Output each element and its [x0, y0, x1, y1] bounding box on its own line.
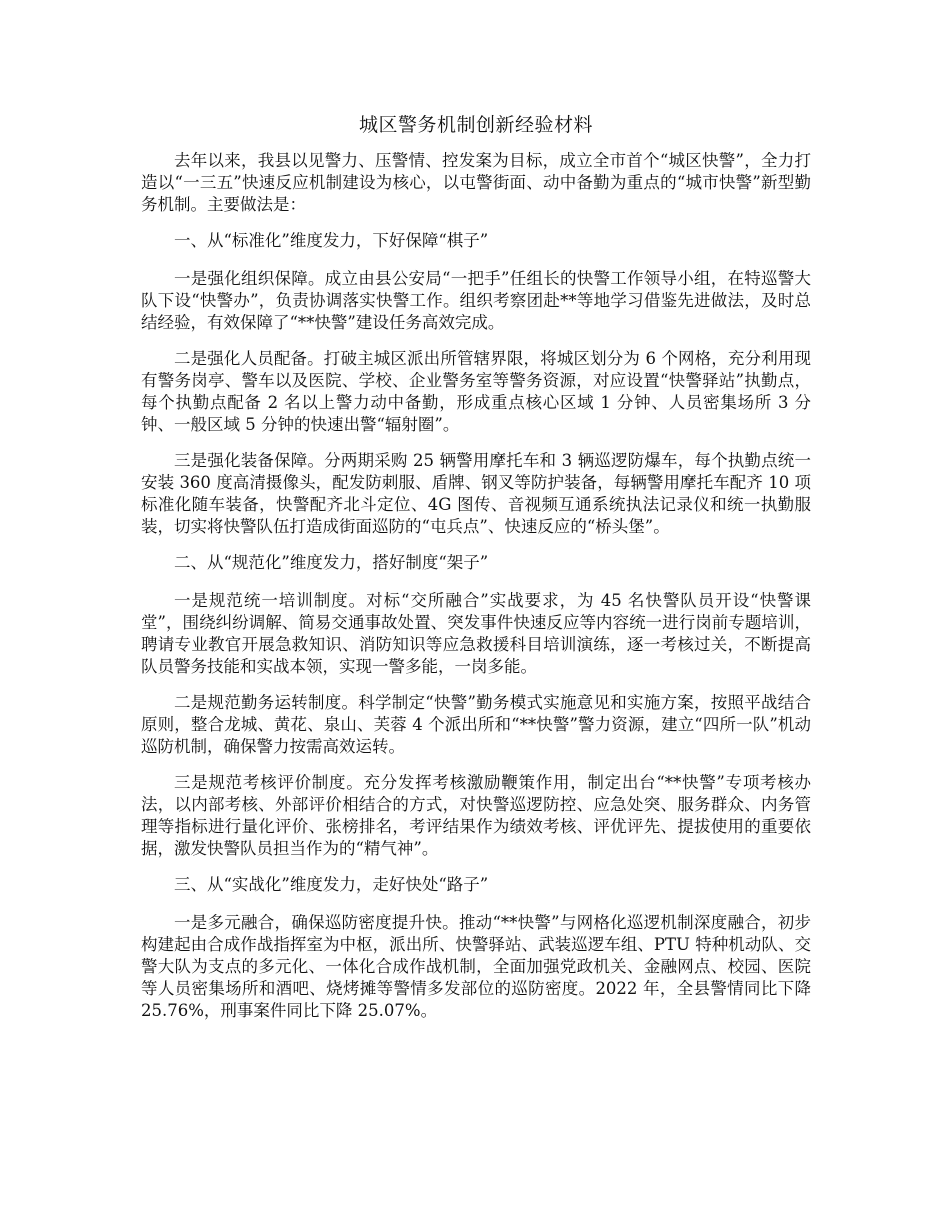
- intro-paragraph: 去年以来，我县以见警力、压警情、控发案为目标，成立全市首个“城区快警”，全力打造以“一三五”快速反应机制建设为核心，以屯警街面、动中备勤为重点的“城市快警”新型勤务机制。主要做法是：: [141, 151, 811, 214]
- section-2-paragraph-1: 一是规范统一培训制度。对标“交所融合”实战要求，为 45 名快警队员开设“快警课堂”，围绕纠纷调解、简易交通事故处置、突发事件快速反应等内容统一进行岗前专题培训，聘请专业教官开展急救知识、消防知识等应急救援科目培训演练，逐一考核过关，不断提高队员警务技能和实战本领，实现一警多能，一岗多能。: [141, 591, 811, 676]
- section-2-paragraph-2: 二是规范勤务运转制度。科学制定“快警”勤务模式实施意见和实施方案，按照平战结合原则，整合龙城、黄花、泉山、芙蓉 4 个派出所和“**快警”警力资源，建立“四所一队”机动巡防机制，确保警力按需高效运转。: [141, 693, 811, 756]
- document-title: 城区警务机制创新经验材料: [358, 114, 593, 136]
- section-3-paragraph-1: 一是多元融合，确保巡防密度提升快。推动“**快警”与网格化巡逻机制深度融合，初步构建起由合成作战指挥室为中枢，派出所、快警驿站、武装巡逻车组、PTU 特种机动队、交警大队为支点的多元化、一体化合成作战机制，全面加强党政机关、金融网点、校园、医院等人员密集场所和酒吧、烧烤摊等警情多发部位的巡防密度。2022 年，全县警情同比下降 25.76%，刑事案件同比下降 25.07%。: [141, 913, 811, 1020]
- section-1-paragraph-1: 一是强化组织保障。成立由县公安局“一把手”任组长的快警工作领导小组，在特巡警大队下设“快警办”，负责协调落实快警工作。组织考察团赴**等地学习借鉴先进做法，及时总结经验，有效保障了“**快警”建设任务高效完成。: [141, 269, 811, 332]
- section-3-heading: 三、从“实战化”维度发力，走好快处“路子”: [174, 875, 489, 894]
- section-1-paragraph-2: 二是强化人员配备。打破主城区派出所管辖界限，将城区划分为 6 个网格，充分利用现有警务岗亭、警车以及医院、学校、企业警务室等警务资源，对应设置“快警驿站”执勤点，每个执勤点配备 2 名以上警力动中备勤，形成重点核心区域 1 分钟、人员密集场所 3 分钟、一般区域 5 分钟的快速出警“辐射圈”。: [141, 349, 811, 434]
- document-page: [141, 110, 811, 1036]
- section-1-paragraph-3: 三是强化装备保障。分两期采购 25 辆警用摩托车和 3 辆巡逻防爆车，每个执勤点统一安装 360 度高清摄像头，配发防刺服、盾牌、钢叉等防护装备，每辆警用摩托车配齐 10 项标准化随车装备，快警配齐北斗定位、4G 图传、音视频互通系统执法记录仪和统一执勤服装，切实将快警队伍打造成街面巡防的“屯兵点”、快速反应的“桥头堡”。: [141, 451, 811, 536]
- section-1-heading: 一、从“标准化”维度发力，下好保障“棋子”: [174, 231, 489, 250]
- section-2-paragraph-3: 三是规范考核评价制度。充分发挥考核激励鞭策作用，制定出台“**快警”专项考核办法，以内部考核、外部评价相结合的方式，对快警巡逻防控、应急处突、服务群众、内务管理等指标进行量化评价、张榜排名，考评结果作为绩效考核、评优评先、提拔使用的重要依据，激发快警队员担当作为的“精气神”。: [141, 773, 811, 858]
- section-2-heading: 二、从“规范化”维度发力，搭好制度“架子”: [174, 553, 489, 572]
